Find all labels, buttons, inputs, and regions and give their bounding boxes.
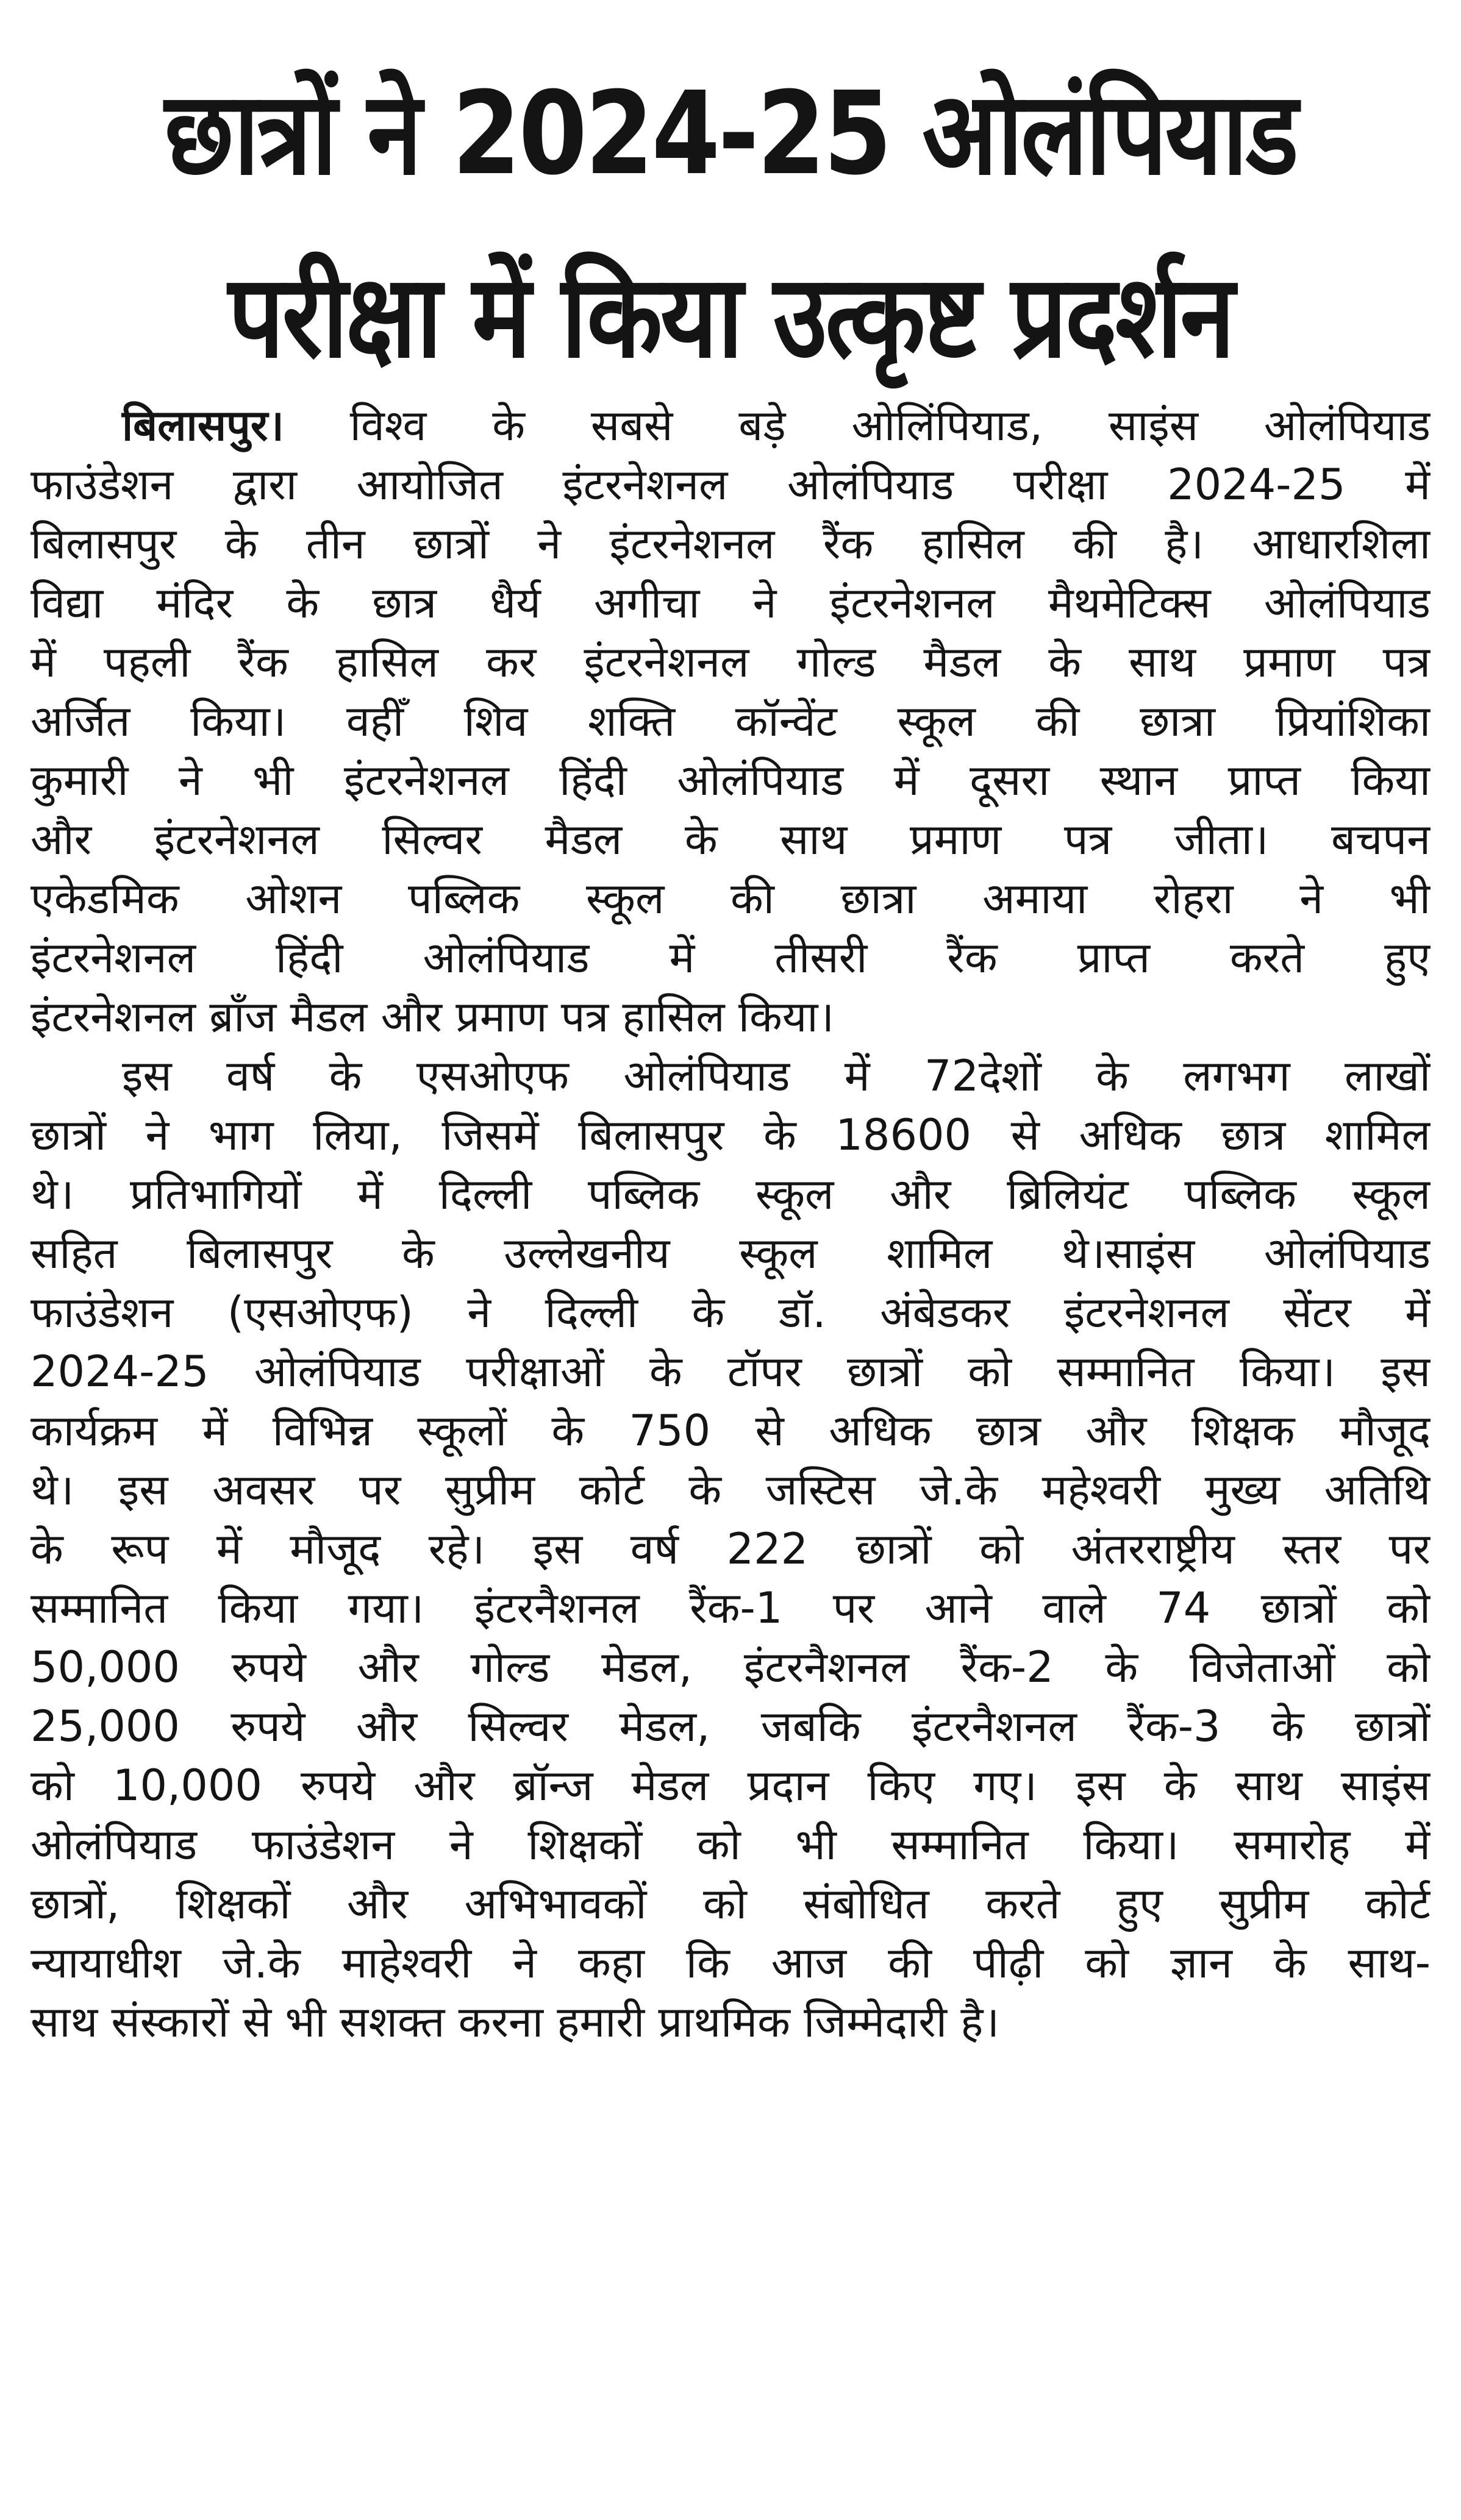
text-line: छात्रों, शिक्षकों और अभिभावकों को संबोधित करते हुए सुप्रीम कोर्ट	[30, 1879, 1431, 1929]
article-body	[30, 396, 1431, 2052]
text-line: विद्या मंदिर के छात्र धैर्य अगीचा ने इंटरनेशनल मैथमेटिक्स ओलंपियाड	[30, 578, 1431, 628]
text-line: 25,000 रुपये और सिल्वर मेडल, जबकि इंटरनैशनल रैंक-3 के छात्रों	[30, 1701, 1431, 1751]
text-line: 50,000 रुपये और गोल्ड मेडल, इंटरनैशनल रैंक-2 के विजेताओं को	[30, 1642, 1431, 1692]
text-line: थे। इस अवसर पर सुप्रीम कोर्ट के जस्टिस जे.के महेश्वरी मुख्य अतिथि	[30, 1465, 1431, 1515]
text-line: साथ संस्कारों से भी सशक्त करना हमारी प्राथमिक जिम्मेदारी है।	[30, 1997, 999, 2047]
text-line: फाउंडेशन (एसओएफ) ने दिल्ली के डॉ. अंबेडकर इंटरनेशनल सेंटर में	[30, 1287, 1431, 1337]
text-line: ओलंपियाड फाउंडेशन ने शिक्षकों को भी सम्मानित किया। समारोह में	[30, 1820, 1431, 1870]
text-line: फाउंडेशन द्वारा आयोजित इंटरनेशनल ओलंपियाड परीक्षा 2024-25 में	[30, 460, 1431, 510]
text-line: सहित बिलासपुर के उल्लेखनीय स्कूल शामिल थे।साइंस ओलंपियाड	[30, 1228, 1431, 1278]
text-line: थे। प्रतिभागियों में दिल्ली पब्लिक स्कूल और ब्रिलियंट पब्लिक स्कूल	[30, 1169, 1431, 1219]
text-line: इस वर्ष के एसओएफ ओलंपियाड में 72देशों के लगभग लाखों	[122, 1051, 1431, 1101]
text-line: एकेडमिक ओशन पब्लिक स्कूल की छात्रा अमाया रोहरा ने भी	[30, 874, 1431, 924]
text-line: कुमारी ने भी इंटरनेशनल हिंदी ओलंपियाड में दूसरा स्थान प्राप्त किया	[30, 755, 1431, 805]
text-line: छात्रों ने भाग लिया, जिसमें बिलासपुर के 18600 से अधिक छात्र शामिल	[30, 1110, 1431, 1160]
text-line: 2024-25 ओलंपियाड परीक्षाओं के टॉपर छात्रों को सम्मानित किया। इस	[30, 1347, 1431, 1397]
dateline: बिलासपुर।	[122, 400, 284, 450]
text-line: न्यायाधीश जे.के माहेश्वरी ने कहा कि आज की पीढ़ी को ज्ञान के साथ-	[30, 1938, 1431, 1988]
text-line: सम्मानित किया गया। इंटरनैशनल रैंक-1 पर आने वाले 74 छात्रों को	[30, 1583, 1431, 1633]
headline-line-2: परीक्षा में किया उत्कृष्ट प्रदर्शन	[228, 250, 1233, 383]
text-line-content: विश्व के सबसे बड़े ओलिंपियाड, साइंस ओलंपियाड	[284, 400, 1431, 450]
paragraph-1	[30, 396, 1431, 1047]
text-line: और इंटरनेशनल सिल्वर मैडल के साथ प्रमाण पत्र जीता। बचपन	[30, 814, 1431, 864]
text-line: कार्यक्रम में विभिन्न स्कूलों के 750 से अधिक छात्र और शिक्षक मौजूद	[30, 1406, 1431, 1456]
text-line: के रूप में मौजूद रहे। इस वर्ष 222 छात्रों को अंतरराष्ट्रीय स्तर पर	[30, 1524, 1431, 1574]
text-line: को 10,000 रुपये और ब्रॉन्ज मेडल प्रदान किए गए। इस के साथ साइंस	[30, 1760, 1431, 1810]
text-line: इंटरनेशनल हिंदी ओलंपियाड में तीसरी रैंक प्राप्त करते हुए	[30, 933, 1431, 983]
headline-line-1: छात्रों ने 2024-25 ओलंपियाड	[165, 67, 1296, 201]
text-line: में पहली रैंक हासिल कर इंटरनेशनल गोल्ड मैडल के साथ प्रमाण पत्र	[30, 637, 1431, 687]
paragraph-2	[30, 1047, 1431, 2052]
text-line: इंटरनेशनल ब्रॉंज मैडल और प्रमाण पत्र हासिल किया।	[30, 992, 835, 1042]
text-line: अर्जित किया। वहीँ शिव शक्ति कॉन्वेंट स्कूल की छात्रा प्रियांशिका	[30, 696, 1431, 746]
text-line	[30, 396, 1431, 455]
text-line: बिलासपुर के तीन छात्रों ने इंटरनेशनल रैंक हासिल की है। आधारशिला	[30, 519, 1431, 569]
headline	[134, 43, 1327, 408]
